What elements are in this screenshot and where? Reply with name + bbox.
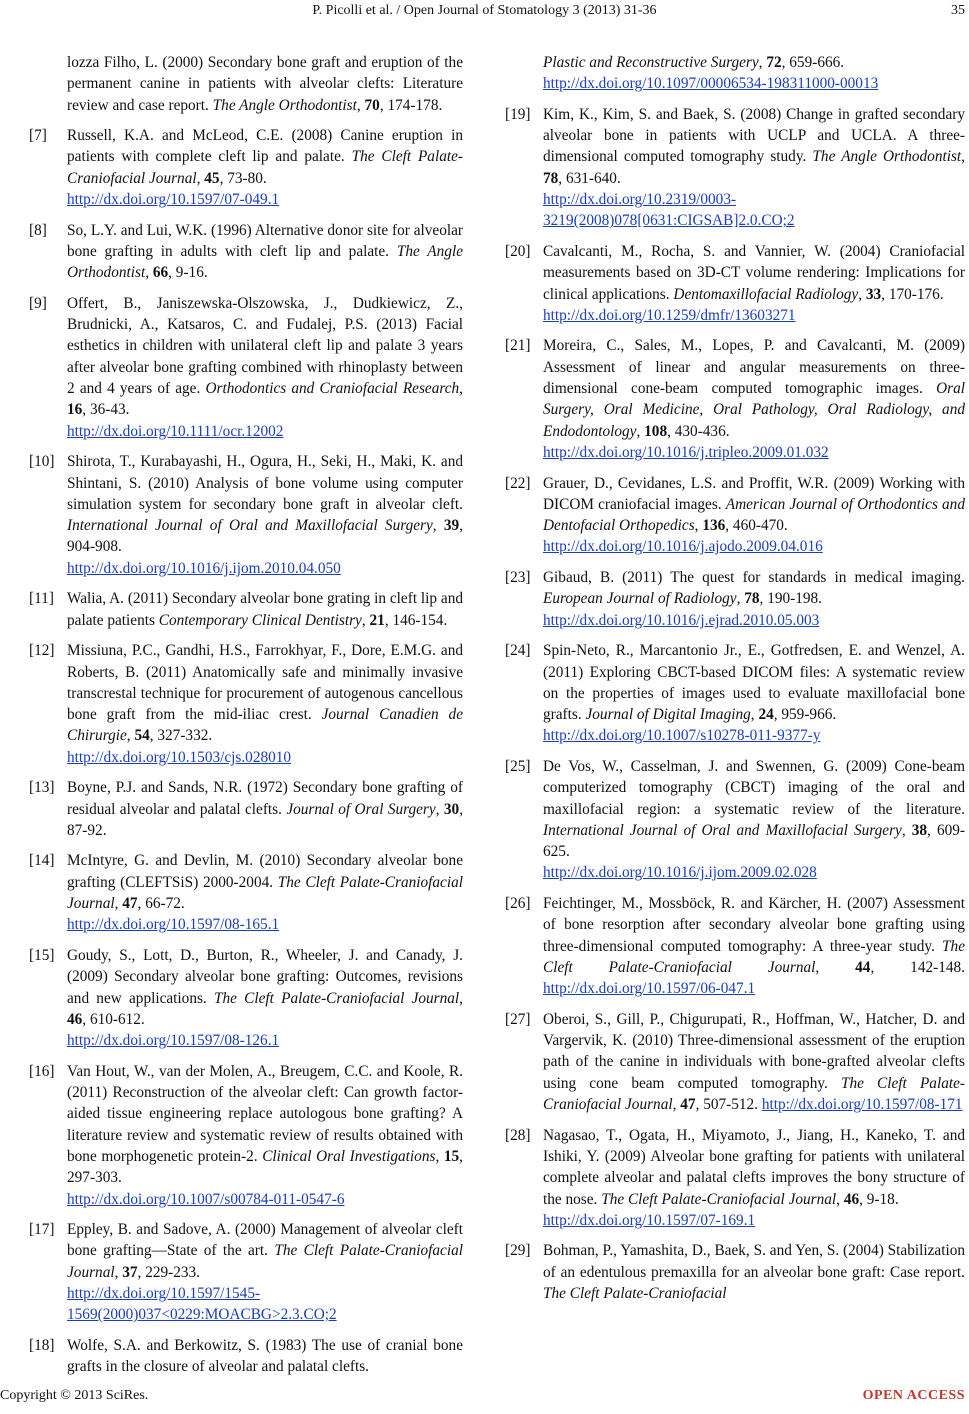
reference-authors-title: Walia, A. (2011) Secondary alveolar bone grating in cleft lip and palate patients (67, 590, 463, 629)
reference-journal: The Cleft Palate-Craniofacial (543, 1285, 727, 1302)
reference-number: [13] (29, 779, 55, 797)
reference-text: Eppley, B. and Sadove, A. (2000) Management of alveolar cleft bone grafting—State of the art. The Cleft Palate-Craniofacial Journal, 37, 229-233. http://dx.doi.org/10.1597/1545-1569(2000)037<0229:MOACBG>2.3.CO;2 (67, 1219, 463, 1325)
reference-text: Walia, A. (2011) Secondary alveolar bone grating in cleft lip and palate patients Contemporary Clinical Dentistry, 21, 146-154. (67, 590, 463, 629)
reference-authors-title: McIntyre, G. and Devlin, M. (2010) Secondary alveolar bone grafting (CLEFTSiS) 2000-2004. (67, 852, 463, 891)
reference-number: [23] (505, 569, 531, 587)
reference-pages: , 327-332. (149, 727, 213, 745)
reference-number: [26] (505, 895, 531, 913)
reference-volume: 78 (744, 590, 760, 608)
reference-volume: 38 (911, 821, 928, 839)
reference-item (29, 293, 463, 442)
reference-item (505, 567, 965, 631)
reference-number: [27] (505, 1010, 531, 1028)
doi-link[interactable]: http://dx.doi.org/10.1016/j.ejrad.2010.05.003 (543, 611, 820, 629)
doi-link[interactable]: http://dx.doi.org/10.1016/j.ijom.2010.04.050 (67, 559, 341, 577)
reference-text: Oberoi, S., Gill, P., Chigurupati, R., Hoffman, W., Hatcher, D. and Vargervik, K. (2010) Three-dimensional assessment of the eruption path of the canine in individuals with bone-grafted alveolar clefts using cone beam computed tomography. The Cleft Palate-Craniofacial Journal, 47, 507-512. http://dx.doi.org/10.1597/08-171 (543, 1010, 965, 1114)
reference-item (505, 1125, 965, 1231)
reference-item (29, 588, 463, 631)
reference-authors-title: Nagasao, T., Ogata, H., Miyamoto, J., Jiang, H., Kaneko, T. and Ishiki, Y. (2009) Alveolar bone grafting for patients with unilateral complete alveolar and palatal clefts improves the bony structure of the nose. (543, 1126, 965, 1208)
doi-link[interactable]: http://dx.doi.org/10.1016/j.ajodo.2009.04.016 (543, 538, 823, 556)
reference-journal: The Cleft Palate-Craniofacial Journal (543, 937, 965, 976)
reference-text (67, 1335, 463, 1378)
reference-journal: Contemporary Clinical Dentistry (158, 611, 362, 629)
reference-pages: , 190-198. (759, 590, 823, 608)
page-number: 35 (951, 3, 965, 18)
reference-number: [21] (505, 337, 531, 355)
reference-number: [12] (29, 642, 55, 660)
reference-pages: , 609-625. (543, 821, 965, 861)
doi-link[interactable]: http://dx.doi.org/10.1007/s00784-011-0547-6 (67, 1190, 345, 1208)
reference-journal: European Journal of Radiology (543, 590, 737, 608)
reference-journal: The Cleft Palate-Craniofacial Journal (67, 1242, 463, 1281)
reference-pages: , 229-233. (137, 1263, 201, 1281)
reference-authors-title: Missiuna, P.C., Gandhi, H.S., Farrokhyar, F., Dore, E.M.G. and Roberts, B. (2011) Anatomically safe and minimally invasive transcrestal technique for procurement of autogenous cancellous bone graft from the mid-iliac crest. (67, 642, 463, 724)
reference-volume: 47 (680, 1096, 696, 1114)
reference-number: [15] (29, 946, 55, 964)
reference-text: Shirota, T., Kurabayashi, H., Ogura, H., Seki, H., Maki, K. and Shintani, S. (2010) Analysis of bone volume using computer simulation system for secondary bone graft in alveolar cleft. International Journal of Oral and Maxillofacial Surgery, 39, 904-908. http://dx.doi.org/10.1016/j.ijom.2010.04.050 (67, 451, 463, 579)
reference-volume: 16 (67, 401, 83, 419)
reference-text (543, 1240, 965, 1304)
reference-journal: The Angle Orthodontist (812, 148, 962, 166)
reference-number: [17] (29, 1221, 55, 1239)
reference-journal: International Journal of Oral and Maxillofacial Surgery (67, 517, 433, 535)
reference-item (505, 640, 965, 746)
reference-authors-title: Moreira, C., Sales, M., Lopes, P. and Cavalcanti, M. (2009) Assessment of linear and angular measurements on three-dimensional cone-beam computed tomographic images. (543, 337, 965, 398)
header-title: P. Picolli et al. / Open Journal of Stomatology 3 (2013) 31-36 (312, 3, 657, 18)
reference-item (505, 241, 965, 326)
reference-text: Offert, B., Janiszewska-Olszowska, J., Dudkiewicz, Z., Brudnicki, A., Katsaros, C. and Fudalej, P.S. (2013) Facial esthetics in children with unilateral cleft lip and palate 3 years after alveolar bone grafting combined with rhinoplasty between 2 and 4 years of age. Orthodontics and Craniofacial Research, 16, 36-43. http://dx.doi.org/10.1111/ocr.12002 (67, 293, 463, 442)
doi-link[interactable]: http://dx.doi.org/10.1016/j.tripleo.2009.01.032 (543, 443, 829, 461)
reference-continuation: lozza Filho, L. (2000) Secondary bone graft and eruption of the permanent canine in patients with alveolar clefts: Literature review and case report. The Angle Orthodontist, 70, 174-178. (67, 54, 463, 114)
reference-authors-title: Bohman, P., Yamashita, D., Baek, S. and Yen, S. (2004) Stabilization of an edentulous premaxilla for an alveolar bone graft: Case report. (543, 1242, 965, 1281)
doi-link[interactable]: http://dx.doi.org/10.1597/08-126.1 (67, 1032, 280, 1050)
reference-journal: The Cleft Palate-Craniofacial Journal (67, 873, 463, 913)
reference-number: [10] (29, 453, 55, 471)
reference-item (505, 1240, 965, 1304)
reference-pages: , 142-148. (870, 958, 965, 976)
running-header (0, 3, 969, 23)
reference-number: [25] (505, 757, 531, 775)
reference-text: McIntyre, G. and Devlin, M. (2010) Secondary alveolar bone grafting (CLEFTSiS) 2000-2004. The Cleft Palate-Craniofacial Journal, 47, 66-72. http://dx.doi.org/10.1597/08-165.1 (67, 850, 463, 935)
reference-pages: , 87-92. (67, 800, 464, 839)
reference-journal: The Cleft Palate-Craniofacial Journal (543, 1074, 965, 1114)
doi-link[interactable]: http://dx.doi.org/10.1111/ocr.12002 (67, 422, 284, 440)
reference-authors-title: Feichtinger, M., Mossböck, R. and Kärcher, H. (2007) Assessment of bone resorption after secondary alveolar bone grafting using three-dimensional computed tomography: A three-year study. (543, 895, 965, 955)
reference-authors-title: De Vos, W., Casselman, J. and Swennen, G. (2009) Cone-beam computerized tomography (CBCT) imaging of the oral and maxillofacial region: a systematic review of the literature. (543, 757, 965, 818)
reference-number: [24] (505, 642, 531, 660)
reference-journal: The Cleft Palate-Craniofacial Journal (67, 148, 463, 187)
reference-pages: , 430-436. (667, 422, 730, 440)
reference-journal: Clinical Oral Investigations (262, 1147, 436, 1165)
reference-volume: 78 (543, 169, 559, 187)
reference-volume: 136 (702, 517, 726, 535)
reference-volume: 15 (443, 1147, 460, 1165)
reference-pages: , 297-303. (67, 1147, 463, 1187)
reference-pages: , 507-512. (695, 1096, 762, 1114)
reference-text: Gibaud, B. (2011) The quest for standards in medical imaging. European Journal of Radiology, 78, 190-198. http://dx.doi.org/10.1016/j.ejrad.2010.05.003 (543, 567, 965, 631)
reference-text: Cavalcanti, M., Rocha, S. and Vannier, W. (2004) Craniofacial measurements based on 3D-CT volume rendering: Implications for clinical applications. Dentomaxillofacial Radiology, 33, 170-176. http://dx.doi.org/10.1259/dmfr/13603271 (543, 241, 965, 326)
reference-text: Van Hout, W., van der Molen, A., Breugem, C.C. and Koole, R. (2011) Reconstruction of the alveolar cleft: Can growth factor-aided tissue engineering replace autologous bone grafting? A literature review and systematic review of results obtained with bone morphogenetic protein-2. Clinical Oral Investigations, 15, 297-303. http://dx.doi.org/10.1007/s00784-011-0547-6 (67, 1061, 463, 1210)
reference-number: [16] (29, 1062, 55, 1080)
doi-link[interactable]: http://dx.doi.org/10.1007/s10278-011-9377-y (543, 727, 821, 745)
reference-volume: 54 (134, 727, 150, 745)
open-access-badge: OPEN ACCESS (862, 1388, 965, 1403)
reference-volume: 21 (369, 611, 385, 629)
reference-number: [19] (505, 105, 531, 123)
doi-link[interactable]: http://dx.doi.org/10.1597/08-165.1 (67, 916, 280, 934)
reference-authors-title: Russell, K.A. and McLeod, C.E. (2008) Canine eruption in patients with complete cleft lip and palate. (67, 127, 463, 166)
reference-number: [29] (505, 1242, 531, 1260)
reference-number: [9] (29, 294, 47, 312)
reference-pages: , 9-18. (859, 1190, 899, 1208)
reference-text: Russell, K.A. and McLeod, C.E. (2008) Canine eruption in patients with complete cleft lip and palate. The Cleft Palate-Craniofacial Journal, 45, 73-80. http://dx.doi.org/10.1597/07-049.1 (67, 125, 463, 210)
reference-volume: 47 (122, 895, 138, 913)
reference-authors-title: Wolfe, S.A. and Berkowitz, S. (1983) The use of cranial bone grafts in the closure of alveolar and palatal clefts. (67, 1336, 463, 1376)
left-column (29, 52, 463, 1387)
doi-link[interactable]: http://dx.doi.org/10.1503/cjs.028010 (67, 748, 292, 766)
reference-item (29, 451, 463, 579)
doi-link[interactable]: http://dx.doi.org/10.1097/00006534-198311000-00013 (543, 75, 879, 93)
reference-volume: 46 (67, 1010, 83, 1028)
reference-journal: Dentomaxillofacial Radiology (673, 285, 859, 303)
reference-authors-title: Goudy, S., Lott, D., Burton, R., Wheeler, J. and Canady, J. (2009) Secondary alveolar bone grafting: Outcomes, revisions and new applications. (67, 946, 463, 1007)
reference-item (505, 473, 965, 558)
doi-link[interactable]: http://dx.doi.org/10.1597/1545-1569(2000)037<0229:MOACBG>2.3.CO;2 (67, 1285, 337, 1324)
left-reference-list (29, 125, 463, 1377)
reference-volume: 44 (855, 958, 871, 976)
reference-pages: , 36-43. (82, 401, 130, 419)
reference-authors-title: So, L.Y. and Lui, W.K. (1996) Alternative donor site for alveolar bone grafting in adults with cleft lip and palate. (67, 221, 463, 260)
reference-authors-title: Boyne, P.J. and Sands, N.R. (1972) Secondary bone grafting of residual alveolar and palatal clefts. (67, 779, 463, 818)
reference-pages: , 146-154. (384, 611, 448, 629)
reference-text: So, L.Y. and Lui, W.K. (1996) Alternative donor site for alveolar bone grafting in adults with cleft lip and palate. The Angle Orthodontist, 66, 9-16. (67, 221, 463, 282)
reference-journal: American Journal of Orthodontics and Dentofacial Orthopedics (543, 495, 965, 535)
reference-continuation: Plastic and Reconstructive Surgery, 72, 659-666. http://dx.doi.org/10.1097/00006534-198311000-00013 (543, 52, 965, 95)
reference-text: Goudy, S., Lott, D., Burton, R., Wheeler, J. and Canady, J. (2009) Secondary alveolar bone grafting: Outcomes, revisions and new applications. The Cleft Palate-Craniofacial Journal, 46, 610-612. http://dx.doi.org/10.1597/08-126.1 (67, 945, 463, 1051)
reference-authors-title: Oberoi, S., Gill, P., Chigurupati, R., Hoffman, W., Hatcher, D. and Vargervik, K. (2010) Three-dimensional assessment of the eruption path of the canine in individuals with bone-grafted alveolar clefts using cone beam computed tomography. (543, 1010, 965, 1092)
reference-journal: The Cleft Palate-Craniofacial Journal (214, 989, 460, 1007)
reference-pages: , 631-640. (558, 169, 621, 187)
reference-volume: 45 (204, 169, 220, 187)
reference-pages: , 66-72. (137, 895, 185, 913)
reference-item (29, 640, 463, 768)
reference-item (505, 104, 965, 232)
reference-journal: International Journal of Oral and Maxillofacial Surgery (543, 821, 902, 839)
reference-authors-title: Shirota, T., Kurabayashi, H., Ogura, H., Seki, H., Maki, K. and Shintani, S. (2010) Analysis of bone volume using computer simulation system for secondary bone graft in alveolar cleft. (67, 453, 463, 513)
footer (0, 1388, 969, 1408)
reference-item (505, 1009, 965, 1115)
reference-text: Feichtinger, M., Mossböck, R. and Kärcher, H. (2007) Assessment of bone resorption after secondary alveolar bone grafting using three-dimensional computed tomography: A three-year study. The Cleft Palate-Craniofacial Journal, 44, 142-148. http://dx.doi.org/10.1597/06-047.1 (543, 895, 965, 998)
reference-text: Moreira, C., Sales, M., Lopes, P. and Cavalcanti, M. (2009) Assessment of linear and angular measurements on three-dimensional cone-beam computed tomographic images. Oral Surgery, Oral Medicine, Oral Pathology, Oral Radiology, and Endodontology, 108, 430-436. http://dx.doi.org/10.1016/j.tripleo.2009.01.032 (543, 335, 965, 463)
reference-number: [7] (29, 127, 47, 145)
reference-number: [14] (29, 852, 55, 870)
reference-journal: Journal of Digital Imaging (585, 706, 751, 724)
reference-text: Grauer, D., Cevidanes, L.S. and Proffit, W.R. (2009) Working with DICOM craniofacial images. American Journal of Orthodontics and Dentofacial Orthopedics, 136, 460-470. http://dx.doi.org/10.1016/j.ajodo.2009.04.016 (543, 473, 965, 558)
reference-item (505, 335, 965, 463)
doi-link[interactable]: http://dx.doi.org/10.1597/07-049.1 (67, 191, 280, 209)
right-reference-list (505, 104, 965, 1304)
reference-journal: The Angle Orthodontist (67, 242, 463, 282)
doi-link[interactable]: http://dx.doi.org/10.1597/08-171 (761, 1096, 963, 1114)
reference-item (29, 220, 463, 284)
reference-journal: Journal Canadien de Chirurgie (67, 706, 463, 745)
reference-number: [11] (29, 590, 54, 608)
copyright: Copyright © 2013 SciRes. (0, 1388, 149, 1403)
reference-text: De Vos, W., Casselman, J. and Swennen, G. (2009) Cone-beam computerized tomography (CBCT) imaging of the oral and maxillofacial region: a systematic review of the literature. International Journal of Oral and Maxillofacial Surgery, 38, 609-625. http://dx.doi.org/10.1016/j.ijom.2009.02.028 (543, 756, 965, 884)
reference-authors-title: Kim, K., Kim, S. and Baek, S. (2008) Change in grafted secondary alveolar bone in patients with UCLP and UCLA. A three-dimensional computed tomography study. (543, 105, 965, 166)
reference-journal: Orthodontics and Craniofacial Research (205, 380, 460, 398)
reference-pages: , 959-966. (773, 706, 837, 724)
reference-volume: 108 (644, 422, 668, 440)
reference-item (29, 945, 463, 1051)
reference-volume: 66 (152, 264, 169, 282)
reference-journal: Oral Surgery, Oral Medicine, Oral Pathology, Oral Radiology, and Endodontology (543, 380, 965, 440)
doi-link[interactable]: http://dx.doi.org/10.1259/dmfr/13603271 (543, 306, 796, 324)
right-column (505, 52, 965, 1314)
reference-volume: 46 (843, 1190, 860, 1208)
doi-link[interactable]: http://dx.doi.org/10.1016/j.ijom.2009.02.028 (543, 864, 817, 882)
reference-number: [8] (29, 221, 47, 239)
doi-link[interactable]: http://dx.doi.org/10.2319/0003-3219(2008)078[0631:CIGSAB]2.0.CO;2 (543, 191, 795, 230)
reference-volume: 33 (865, 285, 882, 303)
reference-authors-title: Grauer, D., Cevidanes, L.S. and Proffit, W.R. (2009) Working with DICOM craniofacial images. (543, 474, 965, 513)
reference-text: Missiuna, P.C., Gandhi, H.S., Farrokhyar, F., Dore, E.M.G. and Roberts, B. (2011) Anatomically safe and minimally invasive transcrestal technique for procurement of autogenous cancellous bone graft from the mid-iliac crest. Journal Canadien de Chirurgie, 54, 327-332. http://dx.doi.org/10.1503/cjs.028010 (67, 640, 463, 768)
reference-pages: , 460-470. (725, 517, 788, 535)
reference-authors-title: Cavalcanti, M., Rocha, S. and Vannier, W. (2004) Craniofacial measurements based on 3D-CT volume rendering: Implications for clinical applications. (543, 242, 965, 303)
reference-pages: , 610-612. (82, 1010, 145, 1028)
reference-item (29, 125, 463, 210)
reference-item (29, 777, 463, 841)
reference-pages: , 73-80. (219, 169, 267, 187)
reference-item (505, 893, 965, 999)
reference-pages: , 9-16. (168, 264, 208, 282)
reference-item (505, 756, 965, 884)
reference-text: Spin-Neto, R., Marcantonio Jr., E., Gotfredsen, E. and Wenzel, A. (2011) Exploring CBCT-based DICOM files: A systematic review on the properties of images used to evaluate maxillofacial bone grafts. Journal of Digital Imaging, 24, 959-966. http://dx.doi.org/10.1007/s10278-011-9377-y (543, 640, 965, 746)
reference-authors-title: Gibaud, B. (2011) The quest for standards in medical imaging. (543, 569, 965, 587)
reference-number: [28] (505, 1126, 531, 1144)
reference-text: Kim, K., Kim, S. and Baek, S. (2008) Change in grafted secondary alveolar bone in patients with UCLP and UCLA. A three-dimensional computed tomography study. The Angle Orthodontist, 78, 631-640. http://dx.doi.org/10.2319/0003-3219(2008)078[0631:CIGSAB]2.0.CO;2 (543, 104, 965, 232)
reference-number: [18] (29, 1336, 55, 1354)
doi-link[interactable]: http://dx.doi.org/10.1597/06-047.1 (543, 980, 756, 998)
reference-item (29, 1219, 463, 1325)
reference-journal: The Cleft Palate-Craniofacial Journal (601, 1190, 837, 1208)
reference-item (29, 1335, 463, 1378)
reference-text: Nagasao, T., Ogata, H., Miyamoto, J., Jiang, H., Kaneko, T. and Ishiki, Y. (2009) Alveolar bone grafting for patients with unilateral complete alveolar and palatal clefts improves the bony structure of the nose. The Cleft Palate-Craniofacial Journal, 46, 9-18. http://dx.doi.org/10.1597/07-169.1 (543, 1125, 965, 1231)
reference-pages: , 170-176. (881, 285, 944, 303)
reference-authors-title: Eppley, B. and Sadove, A. (2000) Management of alveolar cleft bone grafting—State of the art. (67, 1221, 463, 1260)
reference-volume: 30 (443, 800, 460, 818)
reference-number: [22] (505, 474, 531, 492)
reference-volume: 24 (758, 706, 774, 724)
reference-pages: , 904-908. (67, 517, 463, 556)
reference-item (29, 850, 463, 935)
reference-item (29, 1061, 463, 1210)
reference-authors-title: Spin-Neto, R., Marcantonio Jr., E., Gotfredsen, E. and Wenzel, A. (2011) Exploring CBCT-based DICOM files: A systematic review on the properties of images used to evaluate maxillofacial bone grafts. (543, 642, 965, 724)
reference-journal: Journal of Oral Surgery (286, 800, 436, 818)
reference-authors-title: Van Hout, W., van der Molen, A., Breugem, C.C. and Koole, R. (2011) Reconstruction of the alveolar cleft: Can growth factor-aided tissue engineering replace autologous bone grafting? A literature review and systematic review of results obtained with bone morphogenetic protein-2. (67, 1062, 463, 1165)
doi-link[interactable]: http://dx.doi.org/10.1597/07-169.1 (543, 1211, 756, 1229)
reference-authors-title: Offert, B., Janiszewska-Olszowska, J., Dudkiewicz, Z., Brudnicki, A., Katsaros, C. and Fudalej, P.S. (2013) Facial esthetics in children with unilateral cleft lip and palate 3 years after alveolar bone grafting combined with rhinoplasty between 2 and 4 years of age. (67, 294, 463, 398)
reference-number: [20] (505, 242, 531, 260)
reference-volume: 39 (443, 517, 460, 535)
reference-volume: 37 (122, 1263, 138, 1281)
reference-text: Boyne, P.J. and Sands, N.R. (1972) Secondary bone grafting of residual alveolar and palatal clefts. Journal of Oral Surgery, 30, 87-92. (67, 779, 464, 839)
